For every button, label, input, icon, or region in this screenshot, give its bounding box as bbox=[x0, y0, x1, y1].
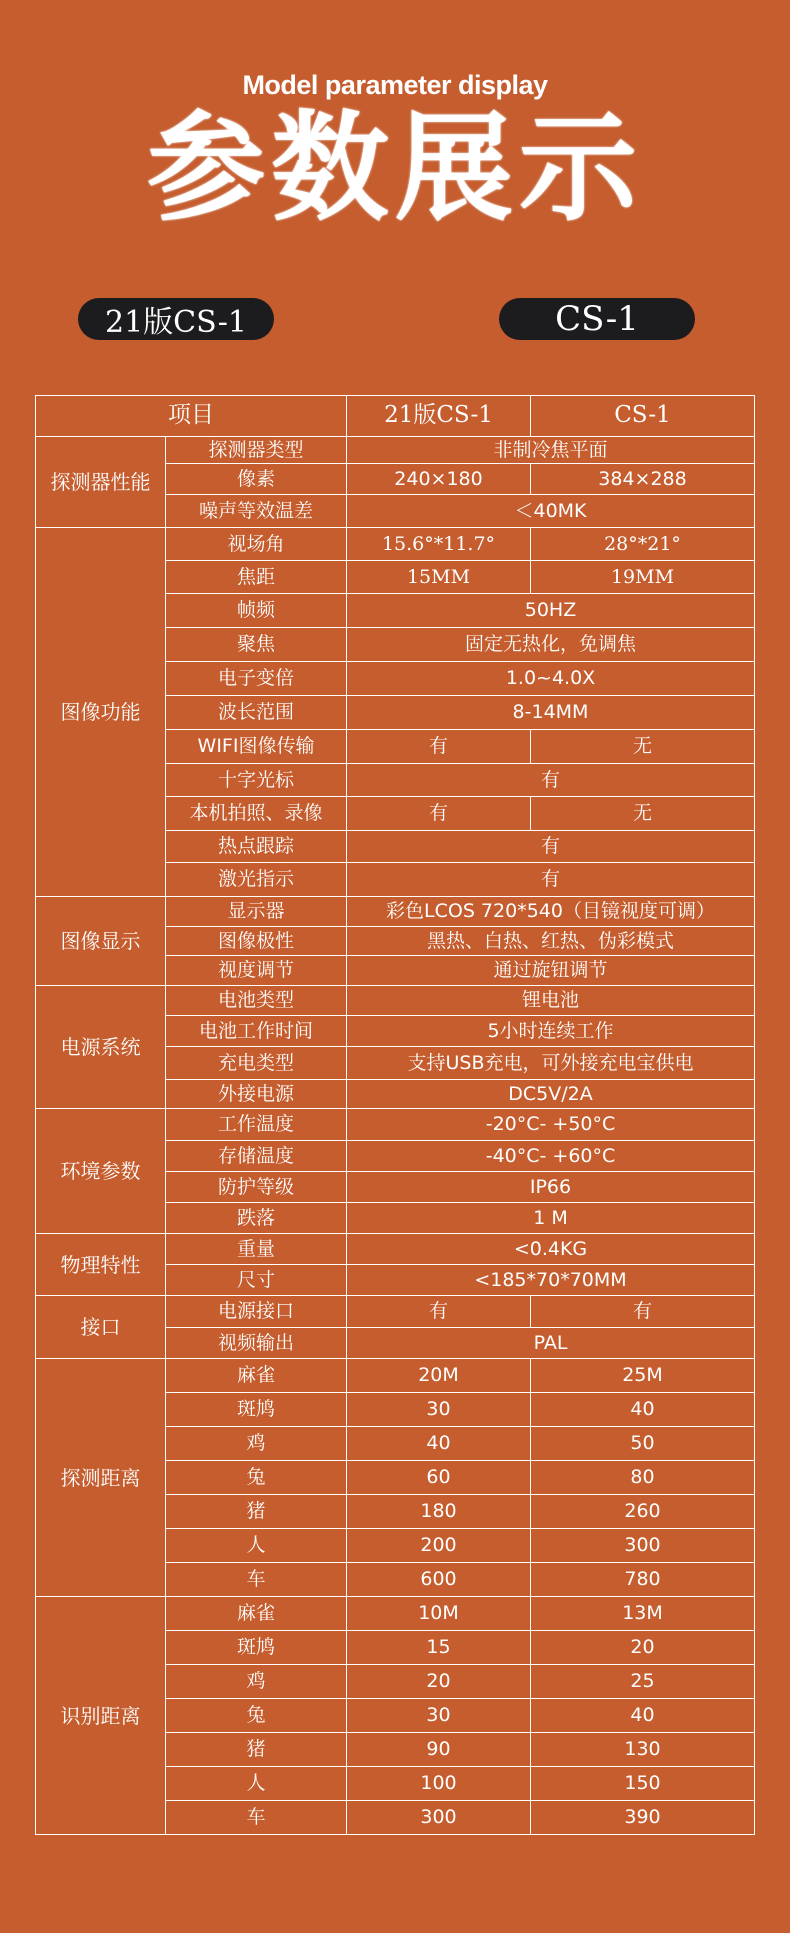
value-21cs1: 100 bbox=[347, 1767, 531, 1801]
value-21cs1: 60 bbox=[347, 1461, 531, 1495]
row-label: 斑鸠 bbox=[166, 1393, 347, 1427]
page-title: 参数展示 bbox=[146, 99, 643, 237]
value-21cs1: 有 bbox=[347, 797, 531, 831]
value-21cs1: 40 bbox=[347, 1427, 531, 1461]
row-label: 电源接口 bbox=[166, 1296, 347, 1328]
row-label: 人 bbox=[166, 1529, 347, 1563]
value-21cs1: 200 bbox=[347, 1529, 531, 1563]
row-label: 本机拍照、录像 bbox=[166, 797, 347, 831]
value-cs1: 13M bbox=[531, 1597, 755, 1631]
row-label: 车 bbox=[166, 1563, 347, 1597]
row-label: 十字光标 bbox=[166, 764, 347, 797]
value-cs1: 有 bbox=[531, 1296, 755, 1328]
row-label: 尺寸 bbox=[166, 1265, 347, 1296]
shared-value: 5小时连续工作 bbox=[347, 1016, 755, 1047]
group-label: 识别距离 bbox=[36, 1597, 166, 1835]
group-label: 图像显示 bbox=[36, 897, 166, 986]
value-cs1: 384×288 bbox=[531, 464, 755, 495]
row-label: 电子变倍 bbox=[166, 662, 347, 696]
row-label: 像素 bbox=[166, 464, 347, 495]
row-label: 斑鸠 bbox=[166, 1631, 347, 1665]
row-label: 显示器 bbox=[166, 897, 347, 927]
row-label: 存储温度 bbox=[166, 1141, 347, 1172]
value-21cs1: 15MM bbox=[347, 561, 531, 594]
table-row bbox=[36, 528, 755, 561]
value-cs1: 80 bbox=[531, 1461, 755, 1495]
shared-value: 8-14MM bbox=[347, 696, 755, 730]
shared-value: <0.4KG bbox=[347, 1234, 755, 1265]
row-label: 麻雀 bbox=[166, 1597, 347, 1631]
row-label: 视度调节 bbox=[166, 956, 347, 986]
group-label: 探测器性能 bbox=[36, 437, 166, 528]
shared-value: 支持USB充电，可外接充电宝供电 bbox=[347, 1047, 755, 1080]
group-label: 图像功能 bbox=[36, 528, 166, 897]
shared-value: 固定无热化，免调焦 bbox=[347, 628, 755, 662]
model-pill-21cs1: 21版CS-1 bbox=[78, 298, 274, 340]
subtitle: Model parameter display bbox=[242, 70, 548, 100]
value-21cs1: 240×180 bbox=[347, 464, 531, 495]
row-label: 鸡 bbox=[166, 1427, 347, 1461]
shared-value: DC5V/2A bbox=[347, 1080, 755, 1109]
value-cs1: 无 bbox=[531, 730, 755, 764]
shared-value: ＜40MK bbox=[347, 495, 755, 528]
value-cs1: 25M bbox=[531, 1359, 755, 1393]
shared-value: 黑热、白热、红热、伪彩模式 bbox=[347, 927, 755, 956]
row-label: 防护等级 bbox=[166, 1172, 347, 1203]
table-row bbox=[36, 1109, 755, 1141]
value-cs1: 780 bbox=[531, 1563, 755, 1597]
value-21cs1: 300 bbox=[347, 1801, 531, 1835]
shared-value: PAL bbox=[347, 1328, 755, 1359]
row-label: 鸡 bbox=[166, 1665, 347, 1699]
row-label: 车 bbox=[166, 1801, 347, 1835]
value-cs1: 40 bbox=[531, 1393, 755, 1427]
value-cs1: 28°*21° bbox=[531, 528, 755, 561]
value-21cs1: 10M bbox=[347, 1597, 531, 1631]
row-label: 兔 bbox=[166, 1699, 347, 1733]
shared-value: 锂电池 bbox=[347, 986, 755, 1016]
shared-value: 有 bbox=[347, 831, 755, 863]
shared-value: 通过旋钮调节 bbox=[347, 956, 755, 986]
table-row bbox=[36, 1359, 755, 1393]
row-label: 兔 bbox=[166, 1461, 347, 1495]
row-label: 噪声等效温差 bbox=[166, 495, 347, 528]
value-21cs1: 20M bbox=[347, 1359, 531, 1393]
value-21cs1: 15.6°*11.7° bbox=[347, 528, 531, 561]
group-label: 电源系统 bbox=[36, 986, 166, 1109]
shared-value: 50HZ bbox=[347, 594, 755, 628]
value-cs1: 390 bbox=[531, 1801, 755, 1835]
shared-value: 有 bbox=[347, 863, 755, 897]
value-cs1: 25 bbox=[531, 1665, 755, 1699]
value-21cs1: 180 bbox=[347, 1495, 531, 1529]
row-label: 充电类型 bbox=[166, 1047, 347, 1080]
row-label: 视场角 bbox=[166, 528, 347, 561]
row-label: 人 bbox=[166, 1767, 347, 1801]
value-21cs1: 30 bbox=[347, 1699, 531, 1733]
shared-value: 1.0~4.0X bbox=[347, 662, 755, 696]
table-header-row bbox=[36, 396, 755, 437]
row-label: 视频输出 bbox=[166, 1328, 347, 1359]
row-label: 跌落 bbox=[166, 1203, 347, 1234]
row-label: WIFI图像传输 bbox=[166, 730, 347, 764]
shared-value: IP66 bbox=[347, 1172, 755, 1203]
shared-value: 彩色LCOS 720*540（目镜视度可调） bbox=[347, 897, 755, 927]
value-cs1: 130 bbox=[531, 1733, 755, 1767]
row-label: 焦距 bbox=[166, 561, 347, 594]
shared-value: -20°C- +50°C bbox=[347, 1109, 755, 1141]
row-label: 猪 bbox=[166, 1495, 347, 1529]
value-21cs1: 有 bbox=[347, 730, 531, 764]
table-row bbox=[36, 437, 755, 464]
group-label: 物理特性 bbox=[36, 1234, 166, 1296]
row-label: 帧频 bbox=[166, 594, 347, 628]
value-cs1: 150 bbox=[531, 1767, 755, 1801]
row-label: 探测器类型 bbox=[166, 437, 347, 464]
value-cs1: 20 bbox=[531, 1631, 755, 1665]
table-row bbox=[36, 1597, 755, 1631]
row-label: 激光指示 bbox=[166, 863, 347, 897]
shared-value: 非制冷焦平面 bbox=[347, 437, 755, 464]
value-cs1: 260 bbox=[531, 1495, 755, 1529]
row-label: 麻雀 bbox=[166, 1359, 347, 1393]
value-cs1: 50 bbox=[531, 1427, 755, 1461]
shared-value: 1 M bbox=[347, 1203, 755, 1234]
row-label: 猪 bbox=[166, 1733, 347, 1767]
header-item: 项目 bbox=[36, 396, 347, 437]
row-label: 电池工作时间 bbox=[166, 1016, 347, 1047]
row-label: 波长范围 bbox=[166, 696, 347, 730]
value-21cs1: 600 bbox=[347, 1563, 531, 1597]
value-cs1: 19MM bbox=[531, 561, 755, 594]
row-label: 热点跟踪 bbox=[166, 831, 347, 863]
model-pill-cs1: CS-1 bbox=[499, 298, 695, 340]
header-col-cs1: CS-1 bbox=[531, 396, 755, 437]
table-row bbox=[36, 1234, 755, 1265]
value-21cs1: 20 bbox=[347, 1665, 531, 1699]
group-label: 环境参数 bbox=[36, 1109, 166, 1234]
value-cs1: 40 bbox=[531, 1699, 755, 1733]
row-label: 聚焦 bbox=[166, 628, 347, 662]
value-cs1: 无 bbox=[531, 797, 755, 831]
table-row bbox=[36, 897, 755, 927]
value-21cs1: 15 bbox=[347, 1631, 531, 1665]
group-label: 探测距离 bbox=[36, 1359, 166, 1597]
value-21cs1: 30 bbox=[347, 1393, 531, 1427]
parameter-table bbox=[35, 395, 755, 1835]
header-col-21cs1: 21版CS-1 bbox=[347, 396, 531, 437]
value-21cs1: 有 bbox=[347, 1296, 531, 1328]
row-label: 工作温度 bbox=[166, 1109, 347, 1141]
value-cs1: 300 bbox=[531, 1529, 755, 1563]
row-label: 外接电源 bbox=[166, 1080, 347, 1109]
shared-value: 有 bbox=[347, 764, 755, 797]
value-21cs1: 90 bbox=[347, 1733, 531, 1767]
row-label: 电池类型 bbox=[166, 986, 347, 1016]
table-row bbox=[36, 986, 755, 1016]
row-label: 重量 bbox=[166, 1234, 347, 1265]
group-label: 接口 bbox=[36, 1296, 166, 1359]
table-row bbox=[36, 1296, 755, 1328]
shared-value: -40°C- +60°C bbox=[347, 1141, 755, 1172]
shared-value: <185*70*70MM bbox=[347, 1265, 755, 1296]
row-label: 图像极性 bbox=[166, 927, 347, 956]
